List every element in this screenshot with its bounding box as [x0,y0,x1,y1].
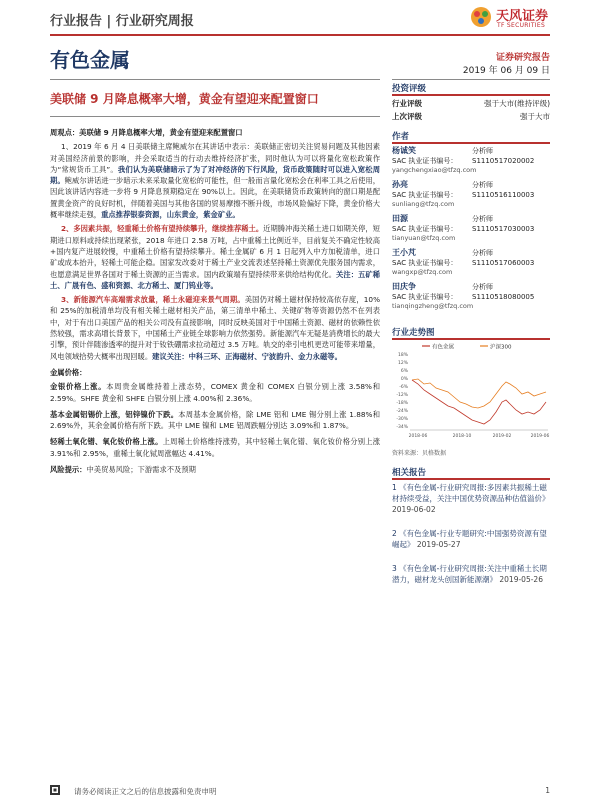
risk-text: 中美贸易风险；下游需求不及预期 [86,465,196,475]
x-tick: 2019-02 [492,434,512,439]
author-email[interactable]: sunliang@tfzq.com [392,200,455,208]
legend-label-a: 有色金属 [432,344,455,351]
weekly-view-heading: 周观点：美联储 9 月降息概率大增，黄金有望迎来配置窗口 [50,128,243,137]
y-tick: -24% [396,409,408,414]
author-cert-no: S1110518080005 [472,293,535,301]
prev-rating-value: 强于大市 [520,112,550,121]
author-role: 分析师 [472,215,493,223]
trend-heading: 行业走势图 [392,328,435,338]
footer-disclaimer: 请务必阅读正文之后的信息披露和免责申明 [74,787,217,796]
x-tick: 2019-06 [530,434,550,439]
author-name: 田源 [392,214,408,223]
author-role: 分析师 [472,181,493,189]
author-role: 分析师 [472,249,493,257]
y-tick: -30% [396,417,408,422]
author-cert-label: SAC 执业证书编号： [392,293,458,301]
tf-logo-icon [470,6,492,28]
report-category: 行业报告 | 行业研究周报 [50,14,194,29]
y-tick: -34% [396,425,408,430]
rating-divider [392,94,550,96]
p3-recommend: 建议关注：中科三环、正海磁材、宁波韵升、金力永磁等。 [152,351,342,361]
industry-rating-label: 行业评级 [392,99,422,108]
precious-metals-paragraph [50,381,380,404]
series-line-hs300 [412,379,546,408]
report-type: 证券研究报告 [495,53,550,63]
authors-divider [392,142,550,144]
author-name: 杨诚笑 [392,146,416,155]
p2-title: 2、多因素共振，轻重稀土价格有望持续攀升，继续推荐稀土。 [60,224,264,234]
industry-rating-value: 强于大市(维持评级) [484,99,550,108]
y-tick: 18% [397,353,408,358]
author-cert-label: SAC 执业证书编号： [392,259,458,267]
p3-title: 3、新能源汽车高端需求放量，稀土永磁迎来景气周期。 [60,295,245,305]
rare-text: 上周稀土价格维持涨势，其中轻稀土氧化镨、氧化钕价格分别上涨 3.91%和 2.95%，重稀土氧化铽周涨幅达 4.41%。 [50,437,381,458]
x-tick: 2018-06 [408,434,428,439]
metal-price-heading [50,367,380,378]
prev-rating-label: 上次评级 [392,112,422,121]
report-title: 美联储 9 月降息概率大增，黄金有望迎来配置窗口 [50,92,319,106]
y-tick: 12% [397,361,408,366]
author-name: 王小芃 [392,248,416,257]
x-tick: 2018-10 [452,434,472,439]
series-line-nonferrous [412,380,546,424]
related-report-date: 2019-06-02 [392,505,436,514]
base-label: 基本金属铝锡价上涨，铝锌镍价下跌。 [50,409,179,419]
author-email[interactable]: wangxp@tfzq.com [392,268,453,276]
related-section [392,466,550,606]
author-cert-no: S1110517020002 [472,157,535,165]
industry-trend-chart [392,342,550,440]
p3-text: 美国仍对稀土磁材保持较高依存度，10%和 25%的加税清单均没有相关稀土磁材相关产品，第三清单中稀土、关键矿物等资源仍然不在列表中，对于有出口美国产品的相关公司没有直接影响，同时反映美国对于中国稀土资源、磁材的依赖性依然较强，需求高增长背景下，中国稀土产业链全球影响力依然强势。新能源汽车无疑是消费增长的最大引擎，预计伴随渗透率的提升对于钕铁硼需求拉动超过 3.5 万吨。轨交的牵引电机更迭可能带来增量，风电领域拾势大概率出现回暖。 [50,295,381,361]
header-divider [50,34,550,36]
tf-securities-logo [470,4,560,32]
logo-text-cn: 天风证券 [496,9,549,24]
precious-text: 本周贵金属维持着上涨态势，COMEX 黄金和 COMEX 白银分别上涨 3.58%和 2.59%。SHFE 黄金和 SHFE 白银分别上涨 4.00%和 2.36%。 [50,382,381,403]
qr-code-icon [50,785,70,795]
related-report-date: 2019-05-26 [499,575,543,584]
p1-text-b: 鲍威尔讲话进一步暗示未来采取量化宽松的可能性，但一般而言量化宽松会在利率工具之后使用，因此该讲话内容进一步将 9 月降息预期稳定在 90%以上。因此，在美联储货币政策转向的窗口期是配置黄金资产的良好时机，伴随着美国与其他各国的贸易摩擦不断升级，市场风险偏好下降，黄金价格大概率继续走强， [50,176,381,220]
related-report-title[interactable]: 1 《有色金属-行业研究周报:多因素共振稀土磁材持续受益，关注中国优势资源品种估值溢价》 [392,483,550,503]
related-report-title[interactable]: 3 《有色金属-行业研究周报:关注中重稀土长期潜力，磁材龙头创国新能源潮》 [392,564,547,584]
paragraph-3 [50,294,380,362]
p2-recommend: 关注：五矿稀土、广晟有色、盛和资源、北方稀土、厦门钨业等。 [50,269,380,290]
y-tick: 0% [400,377,408,382]
author-cert-no: S1110517060003 [472,259,535,267]
main-content [50,127,380,478]
y-tick: -12% [396,393,408,398]
related-report-link[interactable] [392,482,550,515]
base-metals-paragraph [50,409,380,432]
precious-label: 金银价格上涨。 [50,382,107,392]
author-email[interactable]: tianyuan@tfzq.com [392,234,456,242]
related-report-title[interactable]: 2 《有色金属-行业专题研究:中国强势资源有望崛起》 [392,529,547,549]
author-cert-label: SAC 执业证书编号： [392,191,458,199]
y-tick: -18% [396,401,408,406]
author-role: 分析师 [472,147,493,155]
title-divider [50,79,380,80]
paragraph-2 [50,223,380,291]
related-report-date: 2019-05-27 [416,540,461,549]
risk-label: 风险提示： [50,465,87,475]
authors-section [392,130,550,320]
paragraph-1 [50,141,380,220]
page-number: 1 [545,786,550,795]
legend-label-b: 沪深300 [490,344,512,351]
trend-source: 资料来源：贝格数据 [392,450,447,457]
trend-divider [392,338,550,340]
author-name: 田庆争 [392,282,416,291]
report-date: 2019 年 06 月 09 日 [462,66,550,76]
p1-text-a: 1、2019 年 6 月 4 日美联储主席鲍威尔在其讲话中表示：美联储正密切关注贸易问题及其他因素对美国经济前景的影响，并会采取适当的行动去维持经济扩张，同时他认为可以将量化宽松政策作为“常规货币工具”。 [50,142,380,174]
metal-price-label: 金属价格： [50,367,87,377]
rare-earth-paragraph [50,436,380,459]
title-bottom-divider [50,116,380,117]
author-cert-label: SAC 执业证书编号： [392,157,458,165]
related-heading: 相关报告 [392,468,427,478]
author-cert-no: S1110517030003 [472,225,535,233]
p2-text: 近期腾冲海关稀土进口如期关停，短期进口原料或持续出现紧张，2018 年进口 2.58 万吨，占中重稀土比例近半，目前复关不确定性较高+国内复产进展较慢，中重稀土价格有望持续攀升。稀土金属矿 6 月 1 日起列入中方加税清单，进口矿或成本抬升，轻稀土可能企稳。国家发改委对于稀土产业交流表述坚持稀土资源优先服务国内需求，也愿意满足世界各国对于稀土资源的正当需求。国内政策端有望持续带来供给结构优化。 [50,224,380,279]
authors-heading: 作者 [392,132,410,142]
industry-title: 有色金属 [50,48,130,72]
author-email[interactable]: tianqingzheng@tfzq.com [392,302,474,310]
y-tick: 6% [400,369,408,374]
author-email[interactable]: yangchengxiao@tfzq.com [392,166,477,174]
p1-recommend: 重点推荐银泰资源，山东黄金，紫金矿业。 [101,210,240,220]
p1-bold: 我们认为美联储暗示了为了对冲经济的下行风险，货币政策随时可以进入宽松周期。 [50,164,380,186]
risk-paragraph [50,464,380,475]
related-report-link[interactable] [392,563,550,585]
related-report-link[interactable] [392,528,550,550]
author-cert-no: S1110516110003 [472,191,535,199]
author-name: 孙亮 [392,180,408,189]
related-divider [392,478,550,480]
author-cert-label: SAC 执业证书编号： [392,225,458,233]
base-text: 本周基本金属价格，除 LME 铝和 LME 锡分别上涨 1.88%和 2.69%外，其余金属价格有所下跌。其中 LME 镍和 LME 铝周跌幅分别达 3.09%和 1.87%。 [50,409,380,431]
rare-label: 轻稀土氧化镨、氧化钕价格上涨。 [50,437,163,447]
logo-text-en: TF SECURITIES [497,22,546,29]
trend-section [392,326,550,457]
y-tick: -6% [399,385,408,390]
sidebar-top-divider [392,79,550,80]
author-role: 分析师 [472,283,493,291]
rating-heading: 投资评级 [392,84,427,94]
